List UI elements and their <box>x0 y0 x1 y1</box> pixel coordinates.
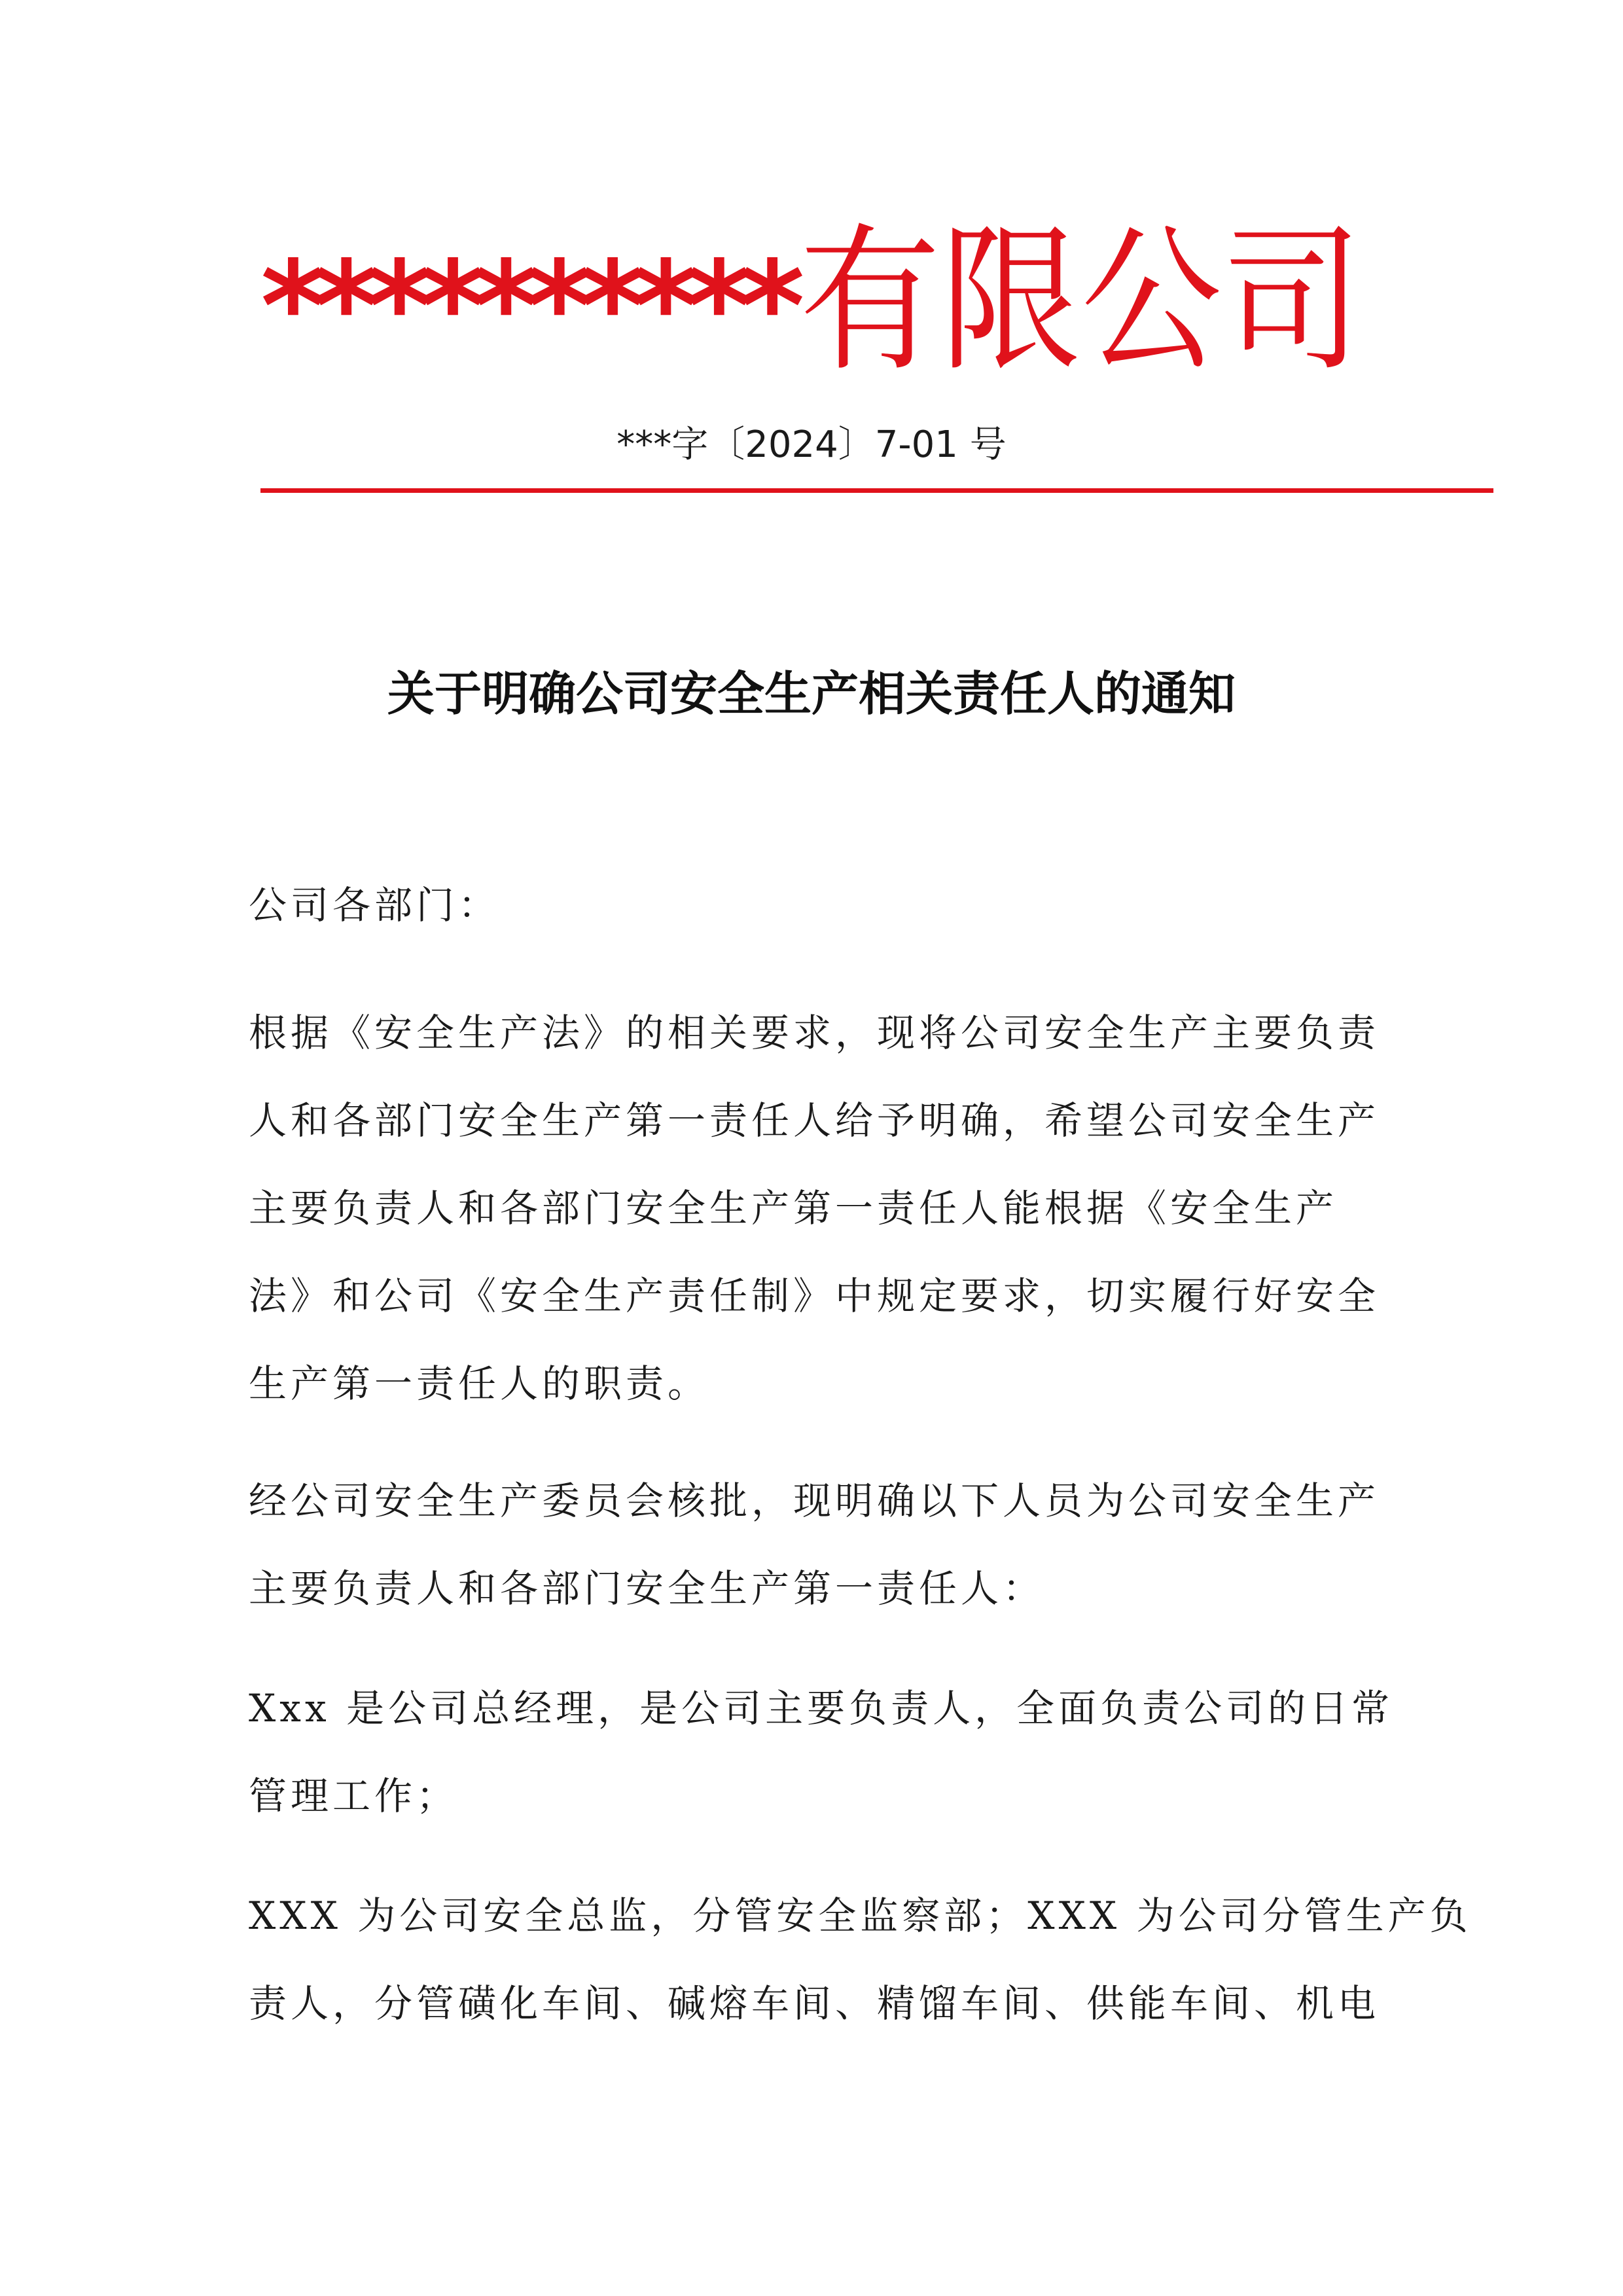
paragraph-line: 生产第一责任人的职责。 <box>249 1361 710 1406</box>
letterhead <box>0 208 1623 393</box>
paragraph-line: 人和各部门安全生产第一责任人给予明确，希望公司安全生产 <box>249 1098 1380 1143</box>
paragraph-line: 主要负责人和各部门安全生产第一责任人能根据《安全生产 <box>249 1186 1338 1230</box>
salutation <box>249 861 1374 949</box>
paragraph-2 <box>249 1457 1380 1632</box>
letterhead-company-mask: ********** <box>260 234 793 379</box>
paragraph-line: XXX 为公司安全总监，分管安全监察部；XXX 为公司分管生产负 <box>249 1893 1472 1938</box>
letterhead-divider <box>260 488 1493 493</box>
paragraph-line: Xxx 是公司总经理，是公司主要负责人，全面负责公司的日常 <box>249 1686 1394 1731</box>
paragraph-3 <box>249 1664 1394 1840</box>
paragraph-line: 经公司安全生产委员会核批，现明确以下人员为公司安全生产 <box>249 1479 1380 1523</box>
paragraph-line: 管理工作； <box>249 1774 459 1818</box>
salutation-line: 公司各部门： <box>249 883 501 927</box>
paragraph-line: 根据《安全生产法》的相关要求，现将公司安全生产主要负责 <box>249 1011 1380 1055</box>
paragraph-1 <box>249 989 1380 1427</box>
letterhead-company-suffix: 有限公司 <box>799 208 1363 393</box>
paragraph-4 <box>249 1872 1472 2047</box>
document-title: 关于明确公司安全生产相关责任人的通知 <box>387 666 1236 721</box>
paragraph-line: 主要负责人和各部门安全生产第一责任人： <box>249 1566 1045 1611</box>
paragraph-line: 法》和公司《安全生产责任制》中规定要求，切实履行好安全 <box>249 1274 1380 1318</box>
paragraph-line: 责人，分管磺化车间、碱熔车间、精馏车间、供能车间、机电 <box>249 1981 1380 2026</box>
document-number: ***字〔2024〕7-01 号 <box>616 423 1007 466</box>
